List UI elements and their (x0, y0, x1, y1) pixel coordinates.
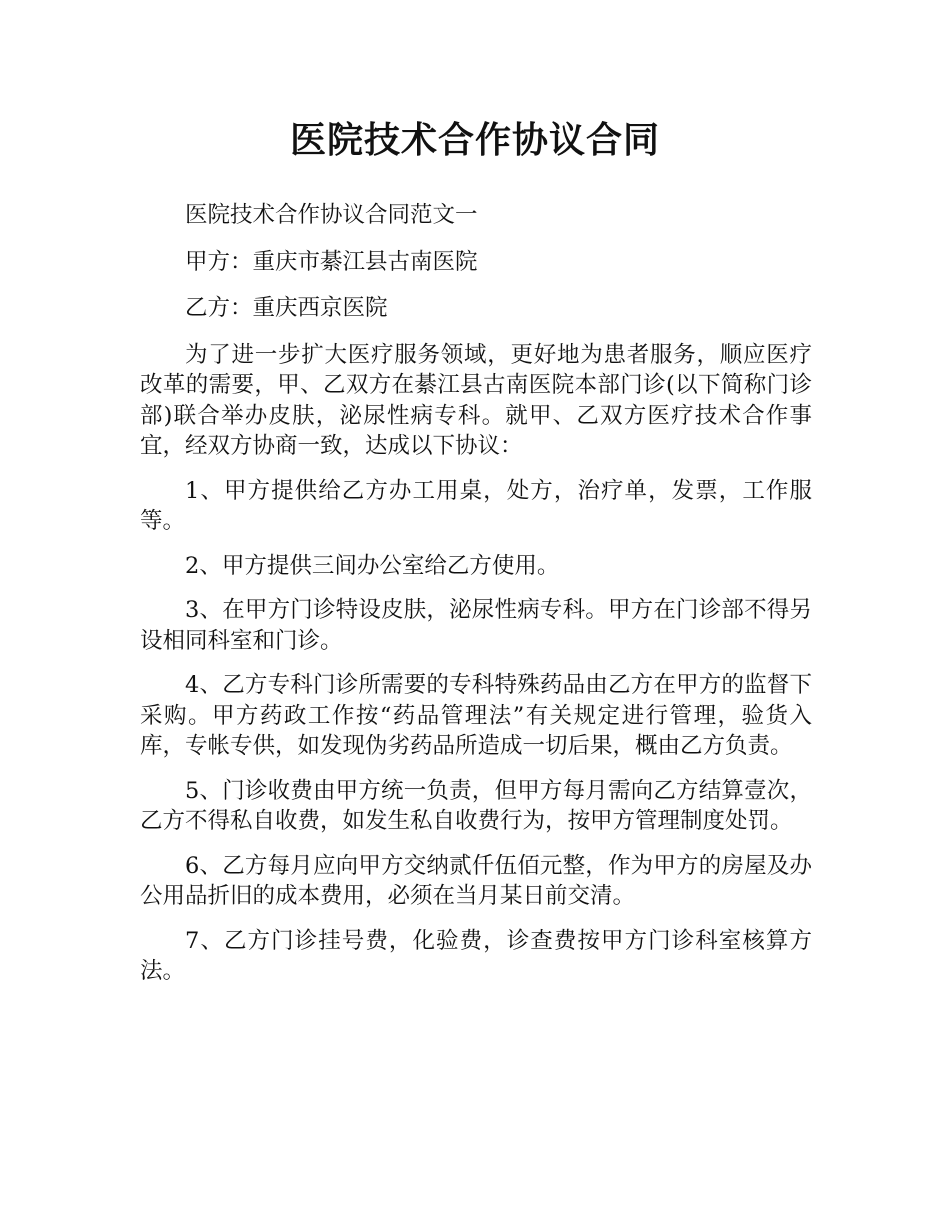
document-title: 医院技术合作协议合同 (289, 120, 660, 161)
paragraph-clause-5: 5、门诊收费由甲方统一负责，但甲方每月需向乙方结算壹次，乙方不得私自收费，如发生私自收费行为，按甲方管理制度处罚。 (140, 777, 812, 834)
paragraph-clause-6: 6、乙方每月应向甲方交纳贰仟伍佰元整，作为甲方的房屋及办公用品折旧的成本费用，必须在当月某日前交清。 (140, 852, 812, 909)
paragraph-preamble: 为了进一步扩大医疗服务领域，更好地为患者服务，顺应医疗改革的需要，甲、乙双方在綦江县古南医院本部门诊(以下简称门诊部)联合举办皮肤，泌尿性病专科。就甲、乙双方医疗技术合作事宜，经双方协商一致，达成以下协议： (140, 341, 812, 459)
paragraph-clause-4: 4、乙方专科门诊所需要的专科特殊药品由乙方在甲方的监督下采购。甲方药政工作按“药品管理法”有关规定进行管理，验货入库，专帐专供，如发现伪劣药品所造成一切后果，概由乙方负责。 (140, 672, 812, 759)
paragraph-clause-1: 1、甲方提供给乙方办工用桌，处方，治疗单，发票，工作服等。 (140, 477, 812, 534)
paragraph-clause-7: 7、乙方门诊挂号费，化验费，诊查费按甲方门诊科室核算方法。 (140, 927, 812, 984)
document-body (140, 200, 812, 1001)
paragraph-clause-2: 2、甲方提供三间办公室给乙方使用。 (185, 552, 560, 579)
paragraph-subtitle: 医院技术合作协议合同范文一 (185, 202, 478, 228)
paragraph-clause-3: 3、在甲方门诊特设皮肤，泌尿性病专科。甲方在门诊部不得另设相同科室和门诊。 (140, 597, 812, 654)
paragraph-party-b: 乙方：重庆西京医院 (185, 295, 388, 321)
paragraph-party-a: 甲方：重庆市綦江县古南医院 (185, 248, 478, 275)
